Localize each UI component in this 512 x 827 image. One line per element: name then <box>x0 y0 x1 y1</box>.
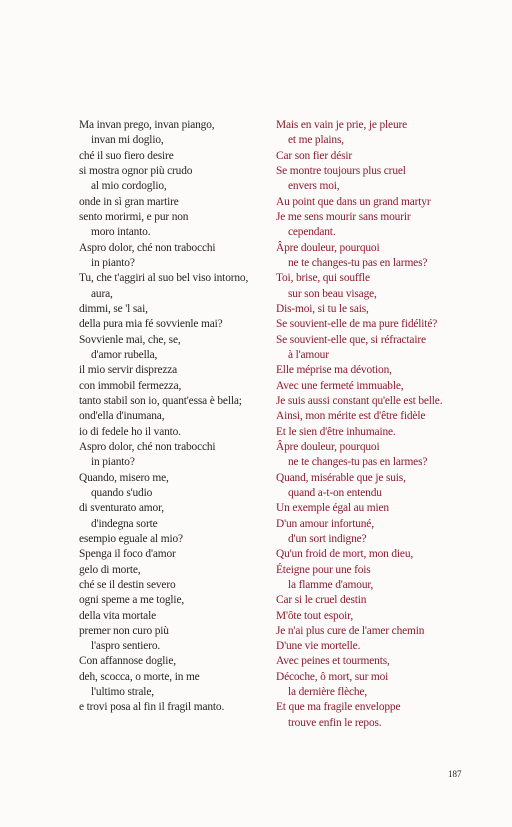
italian-verse-line: al mio cordoglio, <box>91 180 167 193</box>
italian-verse-line: con immobil fermezza, <box>79 379 182 392</box>
french-verse-line: Je n'ai plus cure de l'amer chemin <box>276 624 425 637</box>
italian-verse-line: d'indegna sorte <box>91 517 158 530</box>
french-verse-line: Et que ma fragile enveloppe <box>276 701 401 714</box>
french-verse-line: M'ôte tout espoir, <box>276 609 354 622</box>
italian-verse-line: sento morirmi, e pur non <box>79 210 189 223</box>
french-verse-line: D'un amour infortuné, <box>276 517 374 530</box>
french-verse-line: Dis-moi, si tu le sais, <box>276 302 369 315</box>
french-verse-line: Éteigne pour une fois <box>276 563 371 576</box>
french-verse-line: Au point que dans un grand martyr <box>276 195 431 208</box>
french-verse-line: Décoche, ô mort, sur moi <box>276 670 389 683</box>
italian-verse-line: l'ultimo strale, <box>91 686 154 699</box>
italian-verse-line: si mostra ognor più crudo <box>79 164 193 177</box>
italian-verse-line: Tu, che t'aggiri al suo bel viso intorno, <box>79 272 249 285</box>
italian-verse-line: quando s'udio <box>91 486 153 499</box>
italian-verse-line: io di fedele ho il vanto. <box>79 425 181 438</box>
italian-verse-line: di sventurato amor, <box>79 502 164 515</box>
french-translation-column <box>276 118 476 731</box>
italian-verse-line: premer non curo più <box>79 624 169 637</box>
italian-verse-line: tanto stabil son io, quant'essa è bella; <box>79 394 242 407</box>
italian-verse-line: il mio servir disprezza <box>79 364 178 377</box>
french-verse-line: Avec une fermeté immuable, <box>276 379 404 392</box>
french-verse-line: Mais en vain je prie, je pleure <box>276 119 408 131</box>
french-verse-line: ne te changes-tu pas en larmes? <box>288 256 428 269</box>
french-verse-line: cependant. <box>288 226 336 239</box>
italian-verse-line: invan mi doglio, <box>91 134 164 147</box>
french-verse-line: Âpre douleur, pourquoi <box>276 440 380 453</box>
italian-verse-line: Aspro dolor, ché non trabocchi <box>79 440 216 453</box>
italian-verse-line: in pianto? <box>91 256 135 269</box>
italian-verse-line: ché il suo fiero desire <box>79 149 174 162</box>
french-verse-line: Car si le cruel destin <box>276 594 367 607</box>
french-verse-line: Qu'un froid de mort, mon dieu, <box>276 548 414 561</box>
french-verse-line: d'un sort indigne? <box>288 532 367 545</box>
french-verse-line: Car son fier désir <box>276 149 353 162</box>
french-verse-line: sur son beau visage, <box>288 287 377 300</box>
italian-verse-line: Aspro dolor, ché non trabocchi <box>79 241 216 254</box>
italian-verse-line: in pianto? <box>91 456 135 469</box>
french-verse-line: Et le sien d'être inhumaine. <box>276 425 396 438</box>
french-verse-line: à l'amour <box>288 348 329 361</box>
french-verse-line: Je suis aussi constant qu'elle est belle. <box>276 394 443 407</box>
french-verse-line: Toi, brise, qui souffle <box>276 272 370 285</box>
italian-verse-line: d'amor rubella, <box>91 348 158 361</box>
french-verse-line: Se souvient-elle de ma pure fidélité? <box>276 318 438 331</box>
french-verse-line: Ainsi, mon mérite est d'être fidèle <box>276 410 426 423</box>
italian-verse-line: aura, <box>91 287 113 300</box>
french-verse-line: quand a-t-on entendu <box>288 486 382 499</box>
italian-verse-line: moro intanto. <box>91 226 151 239</box>
italian-verse-line: Sovvienle mai, che, se, <box>79 333 181 346</box>
italian-verse-line: Con affannose doglie, <box>79 655 176 668</box>
italian-verse-line: Quando, misero me, <box>79 471 169 484</box>
french-verse-line: trouve enfin le repos. <box>288 716 382 729</box>
french-verse-line: Elle méprise ma dévotion, <box>276 364 392 377</box>
french-verse-line: Se souvient-elle que, si réfractaire <box>276 333 426 346</box>
french-verse-line: Quand, misérable que je suis, <box>276 471 406 484</box>
french-verse-line: et me plains, <box>288 134 344 147</box>
french-verse-line: ne te changes-tu pas en larmes? <box>288 456 428 469</box>
italian-text-column <box>79 118 264 716</box>
italian-verse-line: ogni speme a me toglie, <box>79 594 185 607</box>
french-verse-line: D'une vie mortelle. <box>276 640 361 653</box>
italian-verse-line: Spenga il foco d'amor <box>79 548 176 561</box>
italian-verse-line: l'aspro sentiero. <box>91 640 161 653</box>
italian-verse-line: deh, scocca, o morte, in me <box>79 670 200 683</box>
italian-verse-line: della vita mortale <box>79 609 157 622</box>
french-verse-line: Je me sens mourir sans mourir <box>276 210 411 223</box>
italian-verse-line: ond'ella d'inumana, <box>79 410 165 423</box>
italian-verse-line: onde in sì gran martire <box>79 195 179 208</box>
french-verse-line: Se montre toujours plus cruel <box>276 164 406 177</box>
italian-verse-line: dimmi, se 'l sai, <box>79 302 148 315</box>
french-verse-line: Âpre douleur, pourquoi <box>276 241 380 254</box>
french-verse-line: Un exemple égal au mien <box>276 502 389 515</box>
page-number: 187 <box>448 769 462 779</box>
italian-verse-line: esempio eguale al mio? <box>79 532 183 545</box>
italian-verse-line: della pura mia fé sovvienle mai? <box>79 318 223 331</box>
italian-verse-line: ché se il destin severo <box>79 578 176 591</box>
french-verse-line: la flamme d'amour, <box>288 578 374 591</box>
french-verse-line: envers moi, <box>288 180 340 193</box>
italian-verse-line: e trovi posa al fin il fragil manto. <box>79 701 225 714</box>
italian-verse-line: Ma invan prego, invan piango, <box>79 119 215 131</box>
french-verse-line: la dernière flèche, <box>288 686 368 699</box>
italian-verse-line: gelo di morte, <box>79 563 141 576</box>
french-verse-line: Avec peines et tourments, <box>276 655 390 668</box>
